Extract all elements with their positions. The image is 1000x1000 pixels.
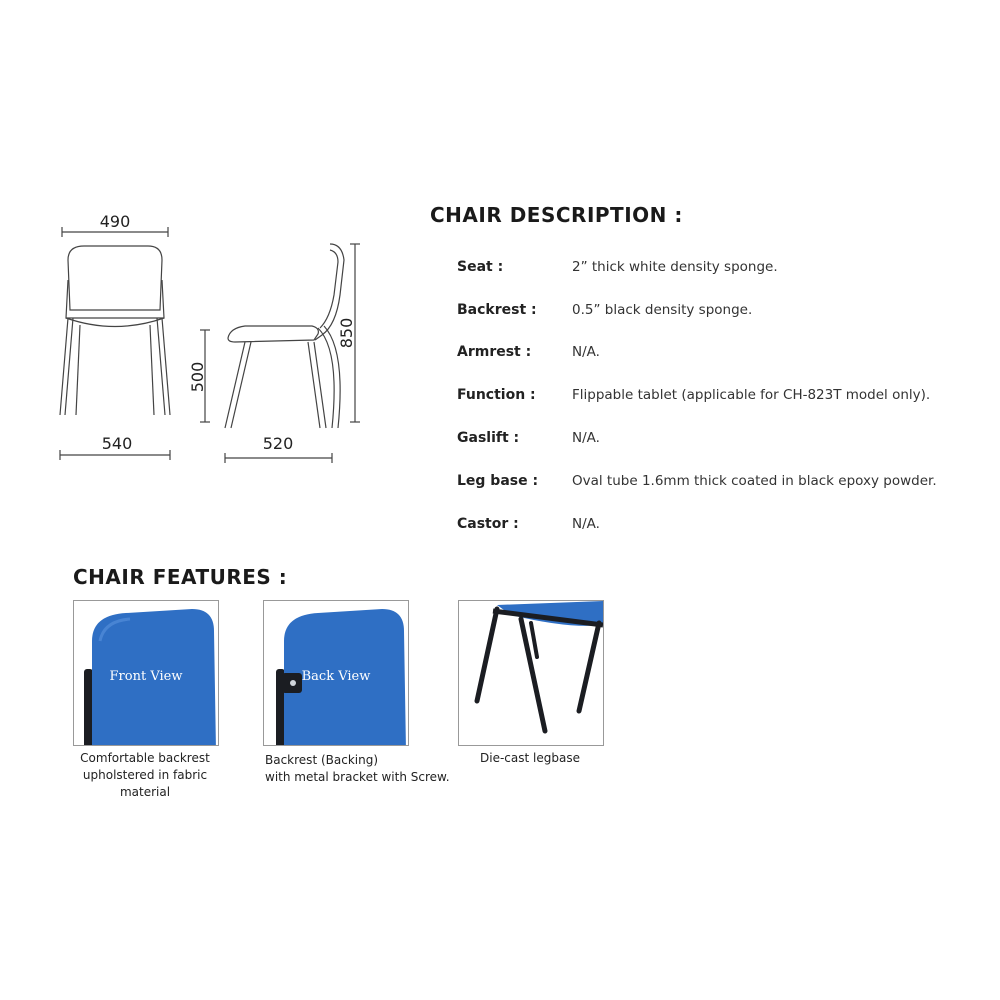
dim-seat-height: 500: [188, 361, 207, 393]
caption-line: material: [119, 785, 171, 799]
chair-description-title: CHAIR DESCRIPTION :: [430, 203, 683, 227]
dim-base-width: 540: [101, 434, 133, 453]
caption-line: Backrest (Backing): [265, 753, 379, 767]
spec-label: Seat :: [457, 259, 504, 275]
spec-value: Oval tube 1.6mm thick coated in black epoxy powder.: [572, 473, 937, 489]
dim-total-height: 850: [337, 317, 356, 349]
dim-front-width: 490: [99, 212, 131, 231]
spec-value: 2” thick white density sponge.: [572, 259, 778, 275]
dim-depth: 520: [262, 434, 294, 453]
spec-label: Gaslift :: [457, 430, 520, 446]
chair-features-title: CHAIR FEATURES :: [73, 565, 288, 589]
feature-image-legbase: [458, 600, 604, 746]
front-view-drawing: [60, 227, 170, 460]
caption-line: Die-cast legbase: [480, 751, 580, 765]
feature-overlay-label: Front View: [109, 669, 183, 684]
feature-caption-front-view: [70, 750, 220, 801]
caption-line: upholstered in fabric: [82, 768, 208, 782]
spec-label: Function :: [457, 387, 536, 403]
spec-value: N/A.: [572, 430, 600, 446]
spec-value: Flippable tablet (applicable for CH-823T model only).: [572, 387, 931, 403]
caption-line: Comfortable backrest: [80, 751, 210, 765]
chair-dimension-drawing: [40, 200, 380, 470]
spec-label: Backrest :: [457, 302, 537, 318]
spec-label: Leg base :: [457, 473, 539, 489]
feature-image-back-view: [263, 600, 409, 746]
caption-line: with metal bracket with Screw.: [265, 770, 450, 784]
feature-image-front-view: [73, 600, 219, 746]
spec-label: Castor :: [457, 516, 519, 532]
feature-caption-legbase: [458, 750, 602, 767]
spec-value: N/A.: [572, 516, 600, 532]
spec-value: N/A.: [572, 344, 600, 360]
spec-value: 0.5” black density sponge.: [572, 302, 753, 318]
feature-overlay-label: Back View: [301, 669, 371, 684]
side-view-drawing: [200, 244, 360, 463]
feature-caption-back-view: [265, 752, 465, 786]
spec-label: Armrest :: [457, 344, 532, 360]
